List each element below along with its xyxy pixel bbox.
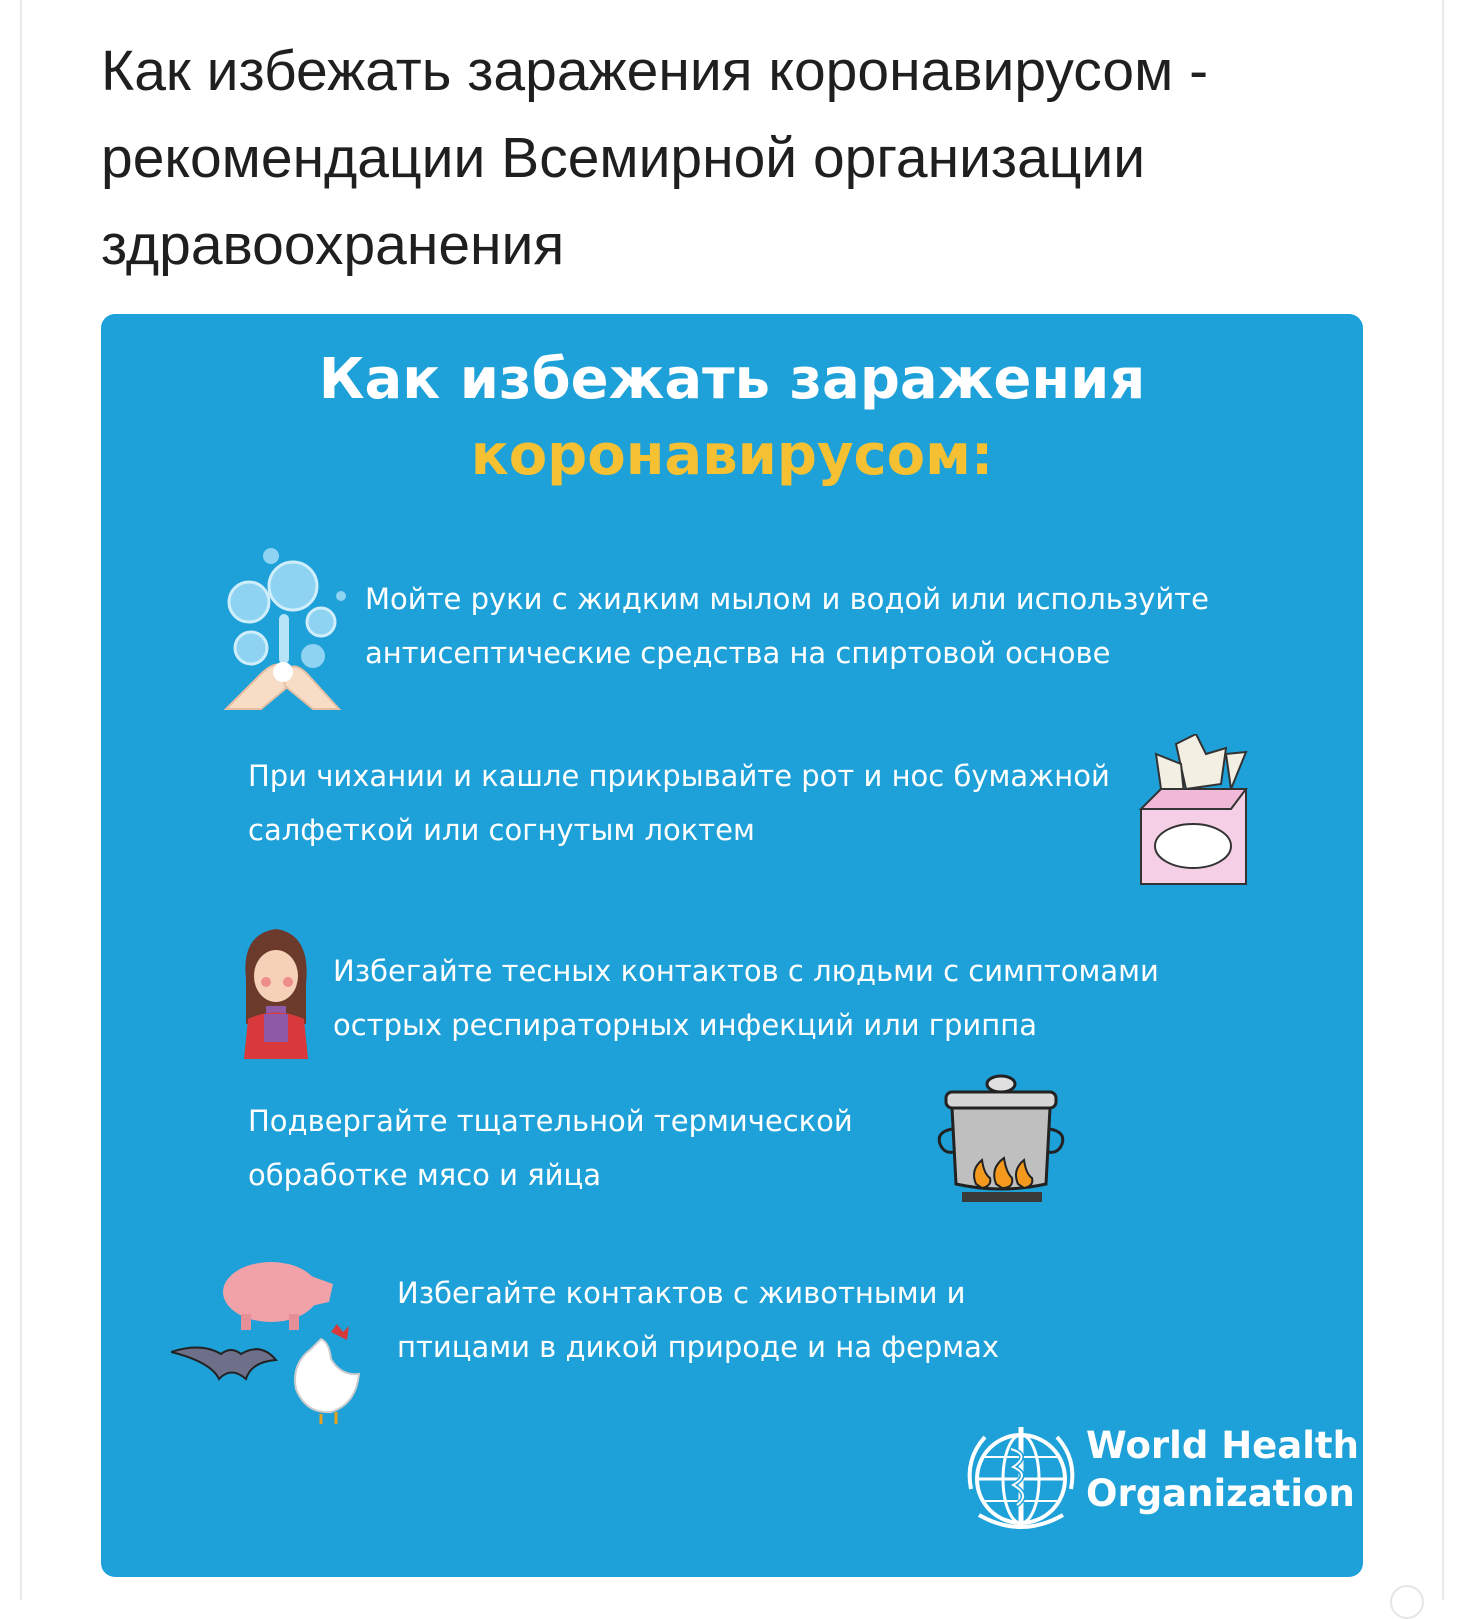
frame-border-left [20, 0, 22, 1600]
who-logo-text: World Health Organization [1086, 1424, 1359, 1515]
infographic-title-line1: Как избежать заражения [318, 347, 1146, 412]
infographic-title [101, 342, 1363, 494]
cooking-pot-icon [934, 1074, 1069, 1209]
scroll-indicator [1390, 1585, 1424, 1619]
infographic-title-line2: коронавирусом: [470, 423, 994, 488]
washing-hands-icon [221, 544, 351, 714]
tip-avoid-animals: Избегайте контактов с животными и птицами в дикой природе и на фермах [397, 1276, 1000, 1364]
tip-cook-food: Подвергайте тщательной термической обработке мясо и яйца [248, 1104, 853, 1192]
who-emblem-icon [961, 1419, 1081, 1539]
frame-border-right [1442, 0, 1444, 1600]
infographic-card[interactable] [101, 314, 1363, 1577]
sick-person-icon [236, 924, 316, 1059]
tissue-box-icon [1136, 734, 1256, 894]
article-title: Как избежать заражения коронавирусом - рекомендации Всемирной организации здравоохранения [101, 39, 1209, 277]
farm-animals-icon [171, 1254, 366, 1424]
tip-avoid-sick: Избегайте тесных контактов с людьми с симптомами острых респираторных инфекций или гриппа [333, 954, 1159, 1042]
tip-wash-hands: Мойте руки с жидким мылом и водой или используйте антисептические средства на спиртовой основе [365, 582, 1210, 670]
tip-cover-cough: При чихании и кашле прикрывайте рот и нос бумажной салфеткой или согнутым локтем [248, 759, 1110, 847]
